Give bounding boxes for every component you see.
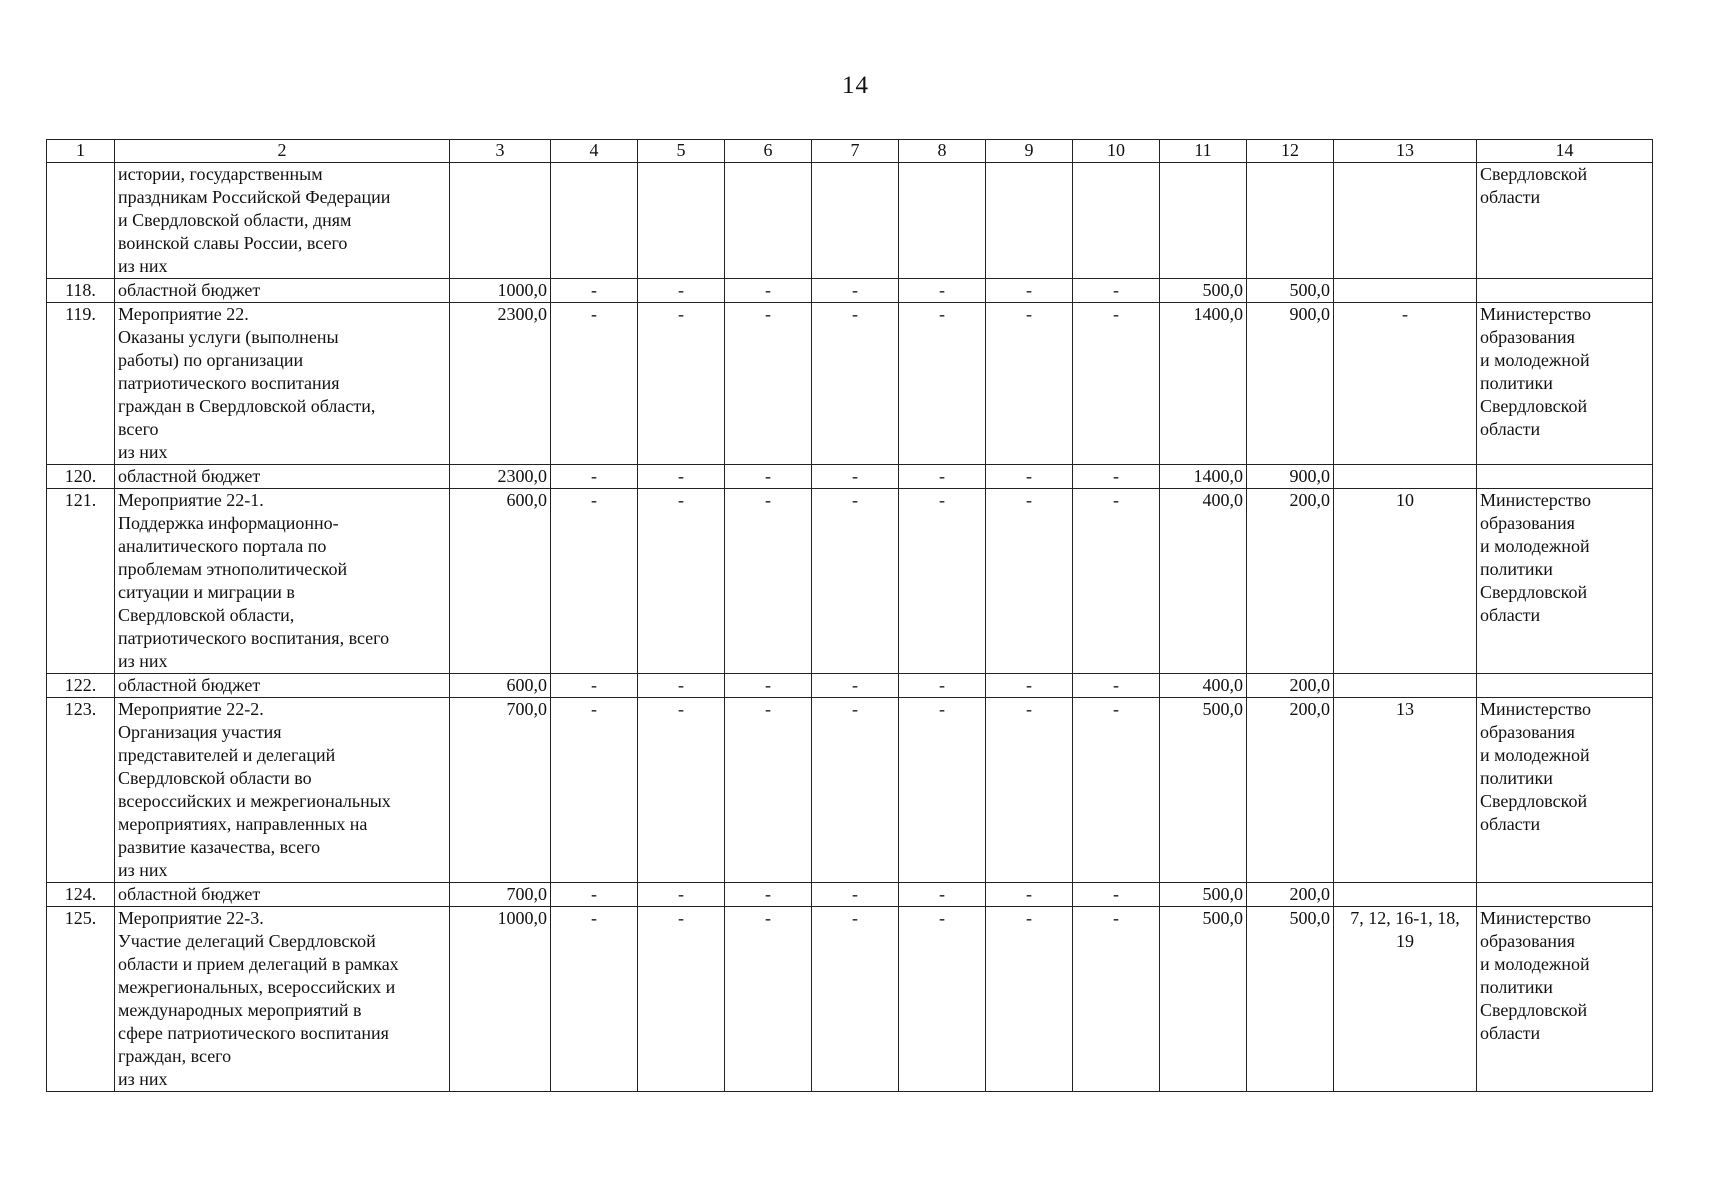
year-cell: - bbox=[638, 465, 725, 489]
year-cell: 200,0 bbox=[1247, 883, 1334, 907]
year-cell: 900,0 bbox=[1247, 465, 1334, 489]
responsible-executor-cell: Министерство образования и молодежной политики Свердловской области bbox=[1477, 489, 1653, 674]
responsible-executor-cell: Свердловской области bbox=[1477, 163, 1653, 279]
column-header: 8 bbox=[899, 140, 986, 163]
year-cell bbox=[1073, 163, 1160, 279]
year-cell: - bbox=[725, 698, 812, 883]
year-cell: - bbox=[638, 883, 725, 907]
row-name-cell: Мероприятие 22-1. Поддержка информационно- аналитического портала по проблемам этнополитической ситуации и миграции в Свердловской области, патриотического воспитания, всего из них bbox=[115, 489, 450, 674]
year-cell bbox=[899, 163, 986, 279]
year-cell: - bbox=[725, 883, 812, 907]
year-cell: - bbox=[638, 279, 725, 303]
target-indicator-cell bbox=[1334, 465, 1477, 489]
row-name-cell: областной бюджет bbox=[115, 883, 450, 907]
year-cell: - bbox=[725, 674, 812, 698]
year-cell: - bbox=[986, 489, 1073, 674]
responsible-executor-cell: Министерство образования и молодежной политики Свердловской области bbox=[1477, 698, 1653, 883]
year-cell: - bbox=[1073, 883, 1160, 907]
row-number-cell: 120. bbox=[47, 465, 115, 489]
year-cell: - bbox=[1073, 279, 1160, 303]
target-indicator-cell bbox=[1334, 163, 1477, 279]
year-cell: - bbox=[812, 907, 899, 1092]
column-header: 12 bbox=[1247, 140, 1334, 163]
year-cell: - bbox=[899, 883, 986, 907]
year-cell: - bbox=[551, 489, 638, 674]
total-amount-cell: 700,0 bbox=[450, 698, 551, 883]
row-number-cell: 119. bbox=[47, 303, 115, 465]
total-amount-cell: 2300,0 bbox=[450, 303, 551, 465]
row-name-cell: Мероприятие 22-3. Участие делегаций Свердловской области и прием делегаций в рамках межрегиональных, всероссийских и международных мероприятий в сфере патриотического воспитания граждан, всего из них bbox=[115, 907, 450, 1092]
year-cell: - bbox=[1073, 303, 1160, 465]
table-row bbox=[47, 465, 1653, 489]
year-cell: - bbox=[551, 907, 638, 1092]
table-header-row bbox=[47, 140, 1653, 163]
table-row bbox=[47, 907, 1653, 1092]
year-cell: - bbox=[725, 489, 812, 674]
column-header: 14 bbox=[1477, 140, 1653, 163]
year-cell: - bbox=[551, 698, 638, 883]
responsible-executor-cell: Министерство образования и молодежной политики Свердловской области bbox=[1477, 303, 1653, 465]
table-row bbox=[47, 279, 1653, 303]
row-name-cell: областной бюджет bbox=[115, 279, 450, 303]
year-cell: - bbox=[1073, 465, 1160, 489]
year-cell: 400,0 bbox=[1160, 489, 1247, 674]
row-name-cell: областной бюджет bbox=[115, 465, 450, 489]
total-amount-cell: 1000,0 bbox=[450, 279, 551, 303]
target-indicator-cell bbox=[1334, 279, 1477, 303]
total-amount-cell bbox=[450, 163, 551, 279]
year-cell: - bbox=[812, 303, 899, 465]
year-cell: - bbox=[899, 674, 986, 698]
table-row bbox=[47, 883, 1653, 907]
year-cell: 900,0 bbox=[1247, 303, 1334, 465]
year-cell: 500,0 bbox=[1160, 279, 1247, 303]
column-header: 6 bbox=[725, 140, 812, 163]
program-table bbox=[46, 139, 1653, 1092]
year-cell: 200,0 bbox=[1247, 674, 1334, 698]
responsible-executor-cell bbox=[1477, 465, 1653, 489]
column-header: 5 bbox=[638, 140, 725, 163]
year-cell: - bbox=[638, 303, 725, 465]
year-cell: - bbox=[899, 303, 986, 465]
total-amount-cell: 600,0 bbox=[450, 674, 551, 698]
year-cell bbox=[1160, 163, 1247, 279]
row-number-cell bbox=[47, 163, 115, 279]
column-header: 1 bbox=[47, 140, 115, 163]
year-cell: - bbox=[551, 674, 638, 698]
year-cell: - bbox=[899, 907, 986, 1092]
row-number-cell: 125. bbox=[47, 907, 115, 1092]
column-header: 3 bbox=[450, 140, 551, 163]
table-row bbox=[47, 698, 1653, 883]
year-cell: - bbox=[551, 883, 638, 907]
year-cell: - bbox=[1073, 907, 1160, 1092]
row-name-cell: Мероприятие 22. Оказаны услуги (выполнены работы) по организации патриотического воспитания граждан в Свердловской области, всего из них bbox=[115, 303, 450, 465]
row-name-cell: истории, государственным праздникам Российской Федерации и Свердловской области, дням воинской славы России, всего из них bbox=[115, 163, 450, 279]
target-indicator-cell bbox=[1334, 674, 1477, 698]
target-indicator-cell: 10 bbox=[1334, 489, 1477, 674]
column-header: 7 bbox=[812, 140, 899, 163]
target-indicator-cell: 13 bbox=[1334, 698, 1477, 883]
year-cell: - bbox=[638, 907, 725, 1092]
row-name-cell: областной бюджет bbox=[115, 674, 450, 698]
year-cell: 500,0 bbox=[1160, 907, 1247, 1092]
page-number: 14 bbox=[842, 72, 869, 99]
total-amount-cell: 700,0 bbox=[450, 883, 551, 907]
year-cell: - bbox=[812, 279, 899, 303]
row-number-cell: 123. bbox=[47, 698, 115, 883]
year-cell: 500,0 bbox=[1247, 279, 1334, 303]
year-cell: - bbox=[725, 303, 812, 465]
year-cell: - bbox=[986, 674, 1073, 698]
year-cell: - bbox=[638, 674, 725, 698]
table-row bbox=[47, 674, 1653, 698]
year-cell: - bbox=[551, 465, 638, 489]
year-cell: - bbox=[899, 489, 986, 674]
year-cell: - bbox=[986, 698, 1073, 883]
row-number-cell: 122. bbox=[47, 674, 115, 698]
column-header: 2 bbox=[115, 140, 450, 163]
year-cell: - bbox=[551, 279, 638, 303]
year-cell: - bbox=[725, 465, 812, 489]
column-header: 13 bbox=[1334, 140, 1477, 163]
table-row bbox=[47, 163, 1653, 279]
total-amount-cell: 2300,0 bbox=[450, 465, 551, 489]
row-number-cell: 121. bbox=[47, 489, 115, 674]
responsible-executor-cell bbox=[1477, 883, 1653, 907]
year-cell: - bbox=[812, 489, 899, 674]
target-indicator-cell: - bbox=[1334, 303, 1477, 465]
year-cell: - bbox=[551, 303, 638, 465]
year-cell: 500,0 bbox=[1247, 907, 1334, 1092]
year-cell: - bbox=[986, 907, 1073, 1092]
column-header: 9 bbox=[986, 140, 1073, 163]
year-cell: - bbox=[725, 907, 812, 1092]
total-amount-cell: 600,0 bbox=[450, 489, 551, 674]
year-cell: 200,0 bbox=[1247, 489, 1334, 674]
year-cell: - bbox=[638, 489, 725, 674]
year-cell: - bbox=[638, 698, 725, 883]
column-header: 11 bbox=[1160, 140, 1247, 163]
year-cell: 500,0 bbox=[1160, 883, 1247, 907]
responsible-executor-cell: Министерство образования и молодежной политики Свердловской области bbox=[1477, 907, 1653, 1092]
year-cell: - bbox=[812, 698, 899, 883]
year-cell: - bbox=[899, 279, 986, 303]
year-cell bbox=[551, 163, 638, 279]
column-header: 4 bbox=[551, 140, 638, 163]
year-cell: 400,0 bbox=[1160, 674, 1247, 698]
year-cell: 1400,0 bbox=[1160, 303, 1247, 465]
year-cell bbox=[812, 163, 899, 279]
year-cell: - bbox=[1073, 489, 1160, 674]
column-header: 10 bbox=[1073, 140, 1160, 163]
responsible-executor-cell bbox=[1477, 674, 1653, 698]
year-cell: - bbox=[986, 303, 1073, 465]
table-row bbox=[47, 489, 1653, 674]
year-cell: - bbox=[986, 883, 1073, 907]
row-number-cell: 124. bbox=[47, 883, 115, 907]
year-cell bbox=[986, 163, 1073, 279]
year-cell: 1400,0 bbox=[1160, 465, 1247, 489]
year-cell: - bbox=[812, 883, 899, 907]
year-cell bbox=[1247, 163, 1334, 279]
row-name-cell: Мероприятие 22-2. Организация участия представителей и делегаций Свердловской области во всероссийских и межрегиональных мероприятиях, направленных на развитие казачества, всего из них bbox=[115, 698, 450, 883]
total-amount-cell: 1000,0 bbox=[450, 907, 551, 1092]
year-cell: - bbox=[812, 674, 899, 698]
year-cell: - bbox=[899, 465, 986, 489]
year-cell: 200,0 bbox=[1247, 698, 1334, 883]
year-cell: - bbox=[986, 465, 1073, 489]
table-row bbox=[47, 303, 1653, 465]
year-cell: - bbox=[725, 279, 812, 303]
target-indicator-cell bbox=[1334, 883, 1477, 907]
year-cell bbox=[638, 163, 725, 279]
year-cell: - bbox=[1073, 674, 1160, 698]
target-indicator-cell: 7, 12, 16-1, 18, 19 bbox=[1334, 907, 1477, 1092]
year-cell: - bbox=[812, 465, 899, 489]
year-cell: 500,0 bbox=[1160, 698, 1247, 883]
row-number-cell: 118. bbox=[47, 279, 115, 303]
year-cell bbox=[725, 163, 812, 279]
year-cell: - bbox=[1073, 698, 1160, 883]
responsible-executor-cell bbox=[1477, 279, 1653, 303]
year-cell: - bbox=[899, 698, 986, 883]
year-cell: - bbox=[986, 279, 1073, 303]
